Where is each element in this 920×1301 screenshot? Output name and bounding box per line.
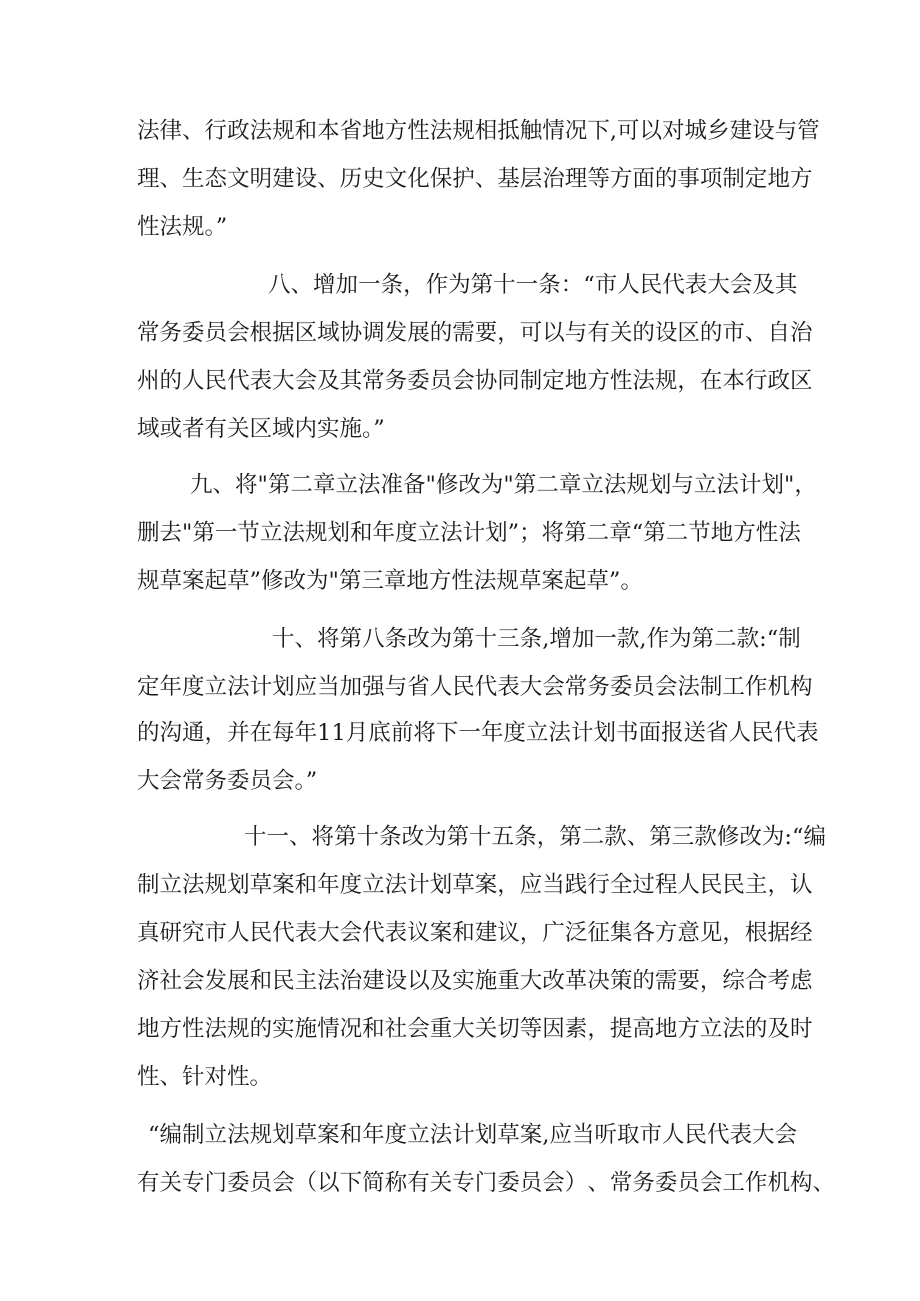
text-line: 十 一 、 将 第 十 条 改 为 第 十 五 条 ， 第 二 款 、 第 三 款 修 改 为 : “ 编 xyxy=(244,824,826,850)
text-line: 济 社 会 发 展 和 民 主 法 治 建 设 以 及 实 施 重 大 改 革 决 策 的 需 要 ， 综 合 考 虑 xyxy=(137,968,813,994)
text-line: 定 年 度 立 法 计 划 应 当 加 强 与 省 人 民 代 表 大 会 常 务 委 员 会 法 制 工 作 机 构 xyxy=(137,674,813,700)
text-line: 十 、 将 第 八 条 改 为 第 十 三 条 , 增 加 一 款 , 作 为 第 二 款 : “ 制 xyxy=(272,626,801,652)
text-line: 删 去 " 第 一 节 立 法 规 划 和 年 度 立 法 计 划 ” ； 将 第 二 章 “ 第 二 节 地 方 性 法 xyxy=(137,520,801,546)
text-line: 性、针对性。 xyxy=(137,1064,273,1090)
text-line: 地 方 性 法 规 的 实 施 情 况 和 社 会 重 大 关 切 等 因 素 ， 提 高 地 方 立 法 的 及 时 xyxy=(137,1016,813,1042)
text-line: 规草案起草”修改为"第三章地方性法规草案起草”。 xyxy=(137,568,643,594)
text-line: 域或者有关区域内实施。” xyxy=(137,416,385,442)
text-line: 大会常务委员会。” xyxy=(137,768,318,794)
text-line: 的 沟 通 ， 并 在 每 年 1 1 月 底 前 将 下 一 年 度 立 法 计 划 书 面 报 送 省 人 民 代 表 xyxy=(137,720,819,746)
text-line: 制 立 法 规 划 草 案 和 年 度 立 法 计 划 草 案 ， 应 当 践 行 全 过 程 人 民 民 主 ， 认 xyxy=(137,872,813,898)
text-line: 法 律 、 行 政 法 规 和 本 省 地 方 性 法 规 相 抵 触 情 况 下 , 可 以 对 城 乡 建 设 与 管 xyxy=(137,118,820,144)
text-line: “ 编 制 立 法 规 划 草 案 和 年 度 立 法 计 划 草 案 , 应 当 听 取 市 人 民 代 表 大 会 xyxy=(148,1122,798,1148)
text-line: 州 的 人 民 代 表 大 会 及 其 常 务 委 员 会 协 同 制 定 地 方 性 法 规 ， 在 本 行 政 区 xyxy=(137,368,813,394)
text-line: 八 、 增 加 一 条 ， 作 为 第 十 一 条 ： “ 市 人 民 代 表 大 会 及 其 xyxy=(268,272,798,298)
text-line: 常 务 委 员 会 根 据 区 域 协 调 发 展 的 需 要 ， 可 以 与 有 关 的 设 区 的 市 、 自 治 xyxy=(137,320,813,346)
text-line: 性法规。” xyxy=(137,214,228,240)
text-line: 理 、 生 态 文 明 建 设 、 历 史 文 化 保 护 、 基 层 治 理 等 方 面 的 事 项 制 定 地 方 xyxy=(137,166,813,192)
text-line: 有 关 专 门 委 员 会 （ 以 下 简 称 有 关 专 门 委 员 会 ） 、 常 务 委 员 会 工 作 机 构 、 xyxy=(137,1170,835,1196)
text-line: 九 、 将 " 第 二 章 立 法 准 备 " 修 改 为 " 第 二 章 立 法 规 划 与 立 法 计 划 " ， xyxy=(190,472,817,498)
text-line: 真 研 究 市 人 民 代 表 大 会 代 表 议 案 和 建 议 ， 广 泛 征 集 各 方 意 见 ， 根 据 经 xyxy=(137,920,813,946)
